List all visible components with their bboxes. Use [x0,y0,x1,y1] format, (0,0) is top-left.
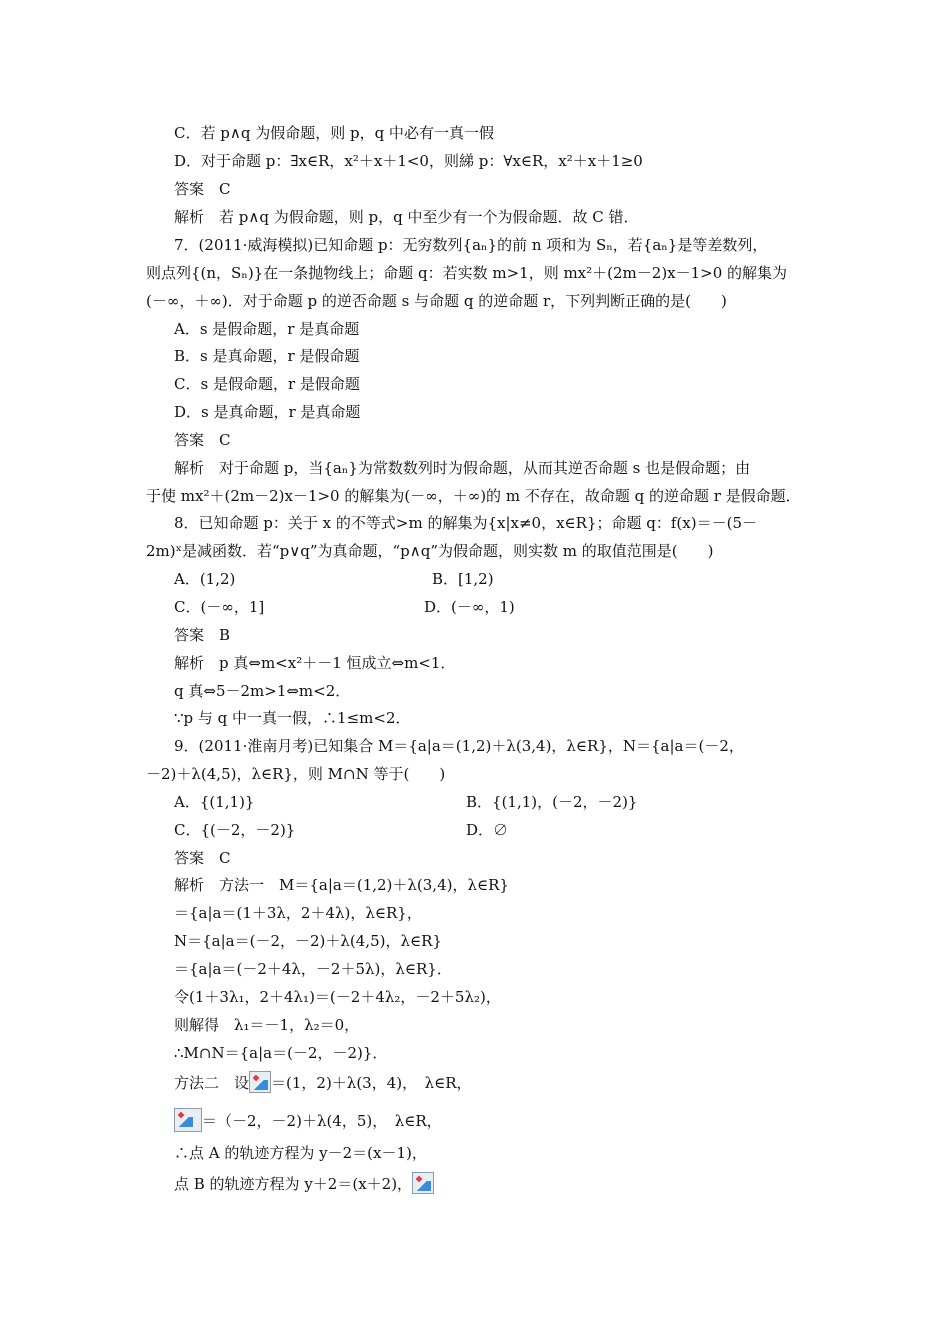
q9-method1-line3: N＝{a|a＝(－2，－2)＋λ(4,5)，λ∈R} [174,932,442,950]
q8-option-a: A．(1,2) [174,570,236,588]
broken-image-icon [412,1172,434,1194]
q7-stem-line3: (－∞，＋∞)．对于命题 p 的逆否命题 s 与命题 q 的逆命题 r，下列判断正确的是( ) [146,292,727,310]
q9-stem-line1: 9．(2011·淮南月考)已知集合 M＝{a|a＝(1,2)＋λ(3,4)，λ∈R}，N＝{a|a＝(－2， [174,737,744,755]
q9-method2-line2 [174,1108,442,1132]
q8-explanation-line1: 解析 p 真⇔m<x²＋－1 恒成立⇔m<1． [174,654,456,672]
q8-stem-line1: 8．已知命题 p：关于 x 的不等式>m 的解集为{x|x≠0，x∈R}；命题 q：f(x)＝－(5－ [174,514,757,532]
q9-method1-line5: 令(1＋3λ₁，2＋4λ₁)＝(－2＋4λ₂，－2＋5λ₂)， [174,988,501,1006]
q6-answer: 答案 C [174,180,231,198]
q9-method1-line2: ＝{a|a＝(1＋3λ，2＋4λ)，λ∈R}， [174,904,422,922]
q8-answer: 答案 B [174,626,231,644]
method2-prefix: 方法二 设 [174,1074,250,1092]
q9-option-a: A．{(1,1)} [174,793,255,811]
q7-option-a: A．s 是假命题，r 是真命题 [174,320,360,338]
q8-option-d: D．(－∞，1) [424,598,515,616]
q6-option-c: C．若 p∧q 为假命题，则 p，q 中必有一真一假 [174,124,494,142]
q9-method1-line7: ∴M∩N＝{a|a＝(－2，－2)}． [174,1044,388,1062]
q8-explanation-line2: q 真⇔5－2m>1⇔m<2． [174,682,351,700]
q9-method2-line3: ∴点 A 的轨迹方程为 y－2＝(x－1)， [174,1144,427,1162]
q9-method1-line6: 则解得 λ₁＝－1，λ₂＝0， [174,1016,360,1034]
q9-method2-line1 [174,1071,472,1093]
q9-option-b: B．{(1,1)，(－2，－2)} [466,793,638,811]
q7-stem-line1: 7．(2011·威海模拟)已知命题 p：无穷数列{aₙ}的前 n 项和为 Sₙ，若{aₙ}是等差数列， [174,236,768,254]
method2-lastB: 点 B 的轨迹方程为 y＋2＝(x＋2)， [174,1175,413,1193]
q9-method1-line4: ＝{a|a＝(－2＋4λ，－2＋5λ)，λ∈R}． [174,960,452,978]
method2-eq2: ＝（－2，－2)＋λ(4，5)， λ∈R， [202,1112,442,1130]
q8-option-c: C．(－∞，1] [174,598,265,616]
q8-explanation-line3: ∵p 与 q 中一真一假，∴1≤m<2． [174,709,411,727]
q8-stem-line2: 2m)ˣ是减函数．若“p∨q”为真命题，“p∧q”为假命题，则实数 m 的取值范围是( ) [146,542,714,560]
q6-explanation: 解析 若 p∧q 为假命题，则 p，q 中至少有一个为假命题．故 C 错． [174,208,639,226]
q7-explanation-line2: 于使 mx²＋(2m－2)x－1>0 的解集为(－∞，＋∞)的 m 不存在，故命题 q 的逆命题 r 是假命题． [146,487,801,505]
q7-option-b: B．s 是真命题，r 是假命题 [174,347,360,365]
q6-option-d: D．对于命题 p：∃x∈R，x²＋x＋1<0，则綈 p：∀x∈R，x²＋x＋1≥0 [174,152,643,170]
q9-method2-line4 [174,1172,434,1194]
q7-option-d: D．s 是真命题，r 是真命题 [174,403,361,421]
q9-answer: 答案 C [174,849,231,867]
q9-option-c: C．{(－2，－2)} [174,821,296,839]
q7-explanation-line1: 解析 对于命题 p，当{aₙ}为常数数列时为假命题，从而其逆否命题 s 也是假命题；由 [174,459,751,477]
q9-method1-line1: 解析 方法一 M＝{a|a＝(1,2)＋λ(3,4)，λ∈R} [174,876,509,894]
q7-answer: 答案 C [174,431,231,449]
q9-option-d: D．∅ [466,821,509,839]
q7-stem-line2: 则点列{(n，Sₙ)}在一条抛物线上；命题 q：若实数 m>1，则 mx²＋(2m－2)x－1>0 的解集为 [146,264,788,282]
q7-option-c: C．s 是假命题，r 是假命题 [174,375,360,393]
method2-eq1: ＝(1，2)＋λ(3，4)， λ∈R， [271,1074,472,1092]
broken-image-icon [174,1108,202,1132]
q8-option-b: B．[1,2) [432,570,494,588]
q9-stem-line2: －2)＋λ(4,5)，λ∈R}，则 M∩N 等于( ) [146,765,446,783]
broken-image-icon [249,1071,271,1093]
